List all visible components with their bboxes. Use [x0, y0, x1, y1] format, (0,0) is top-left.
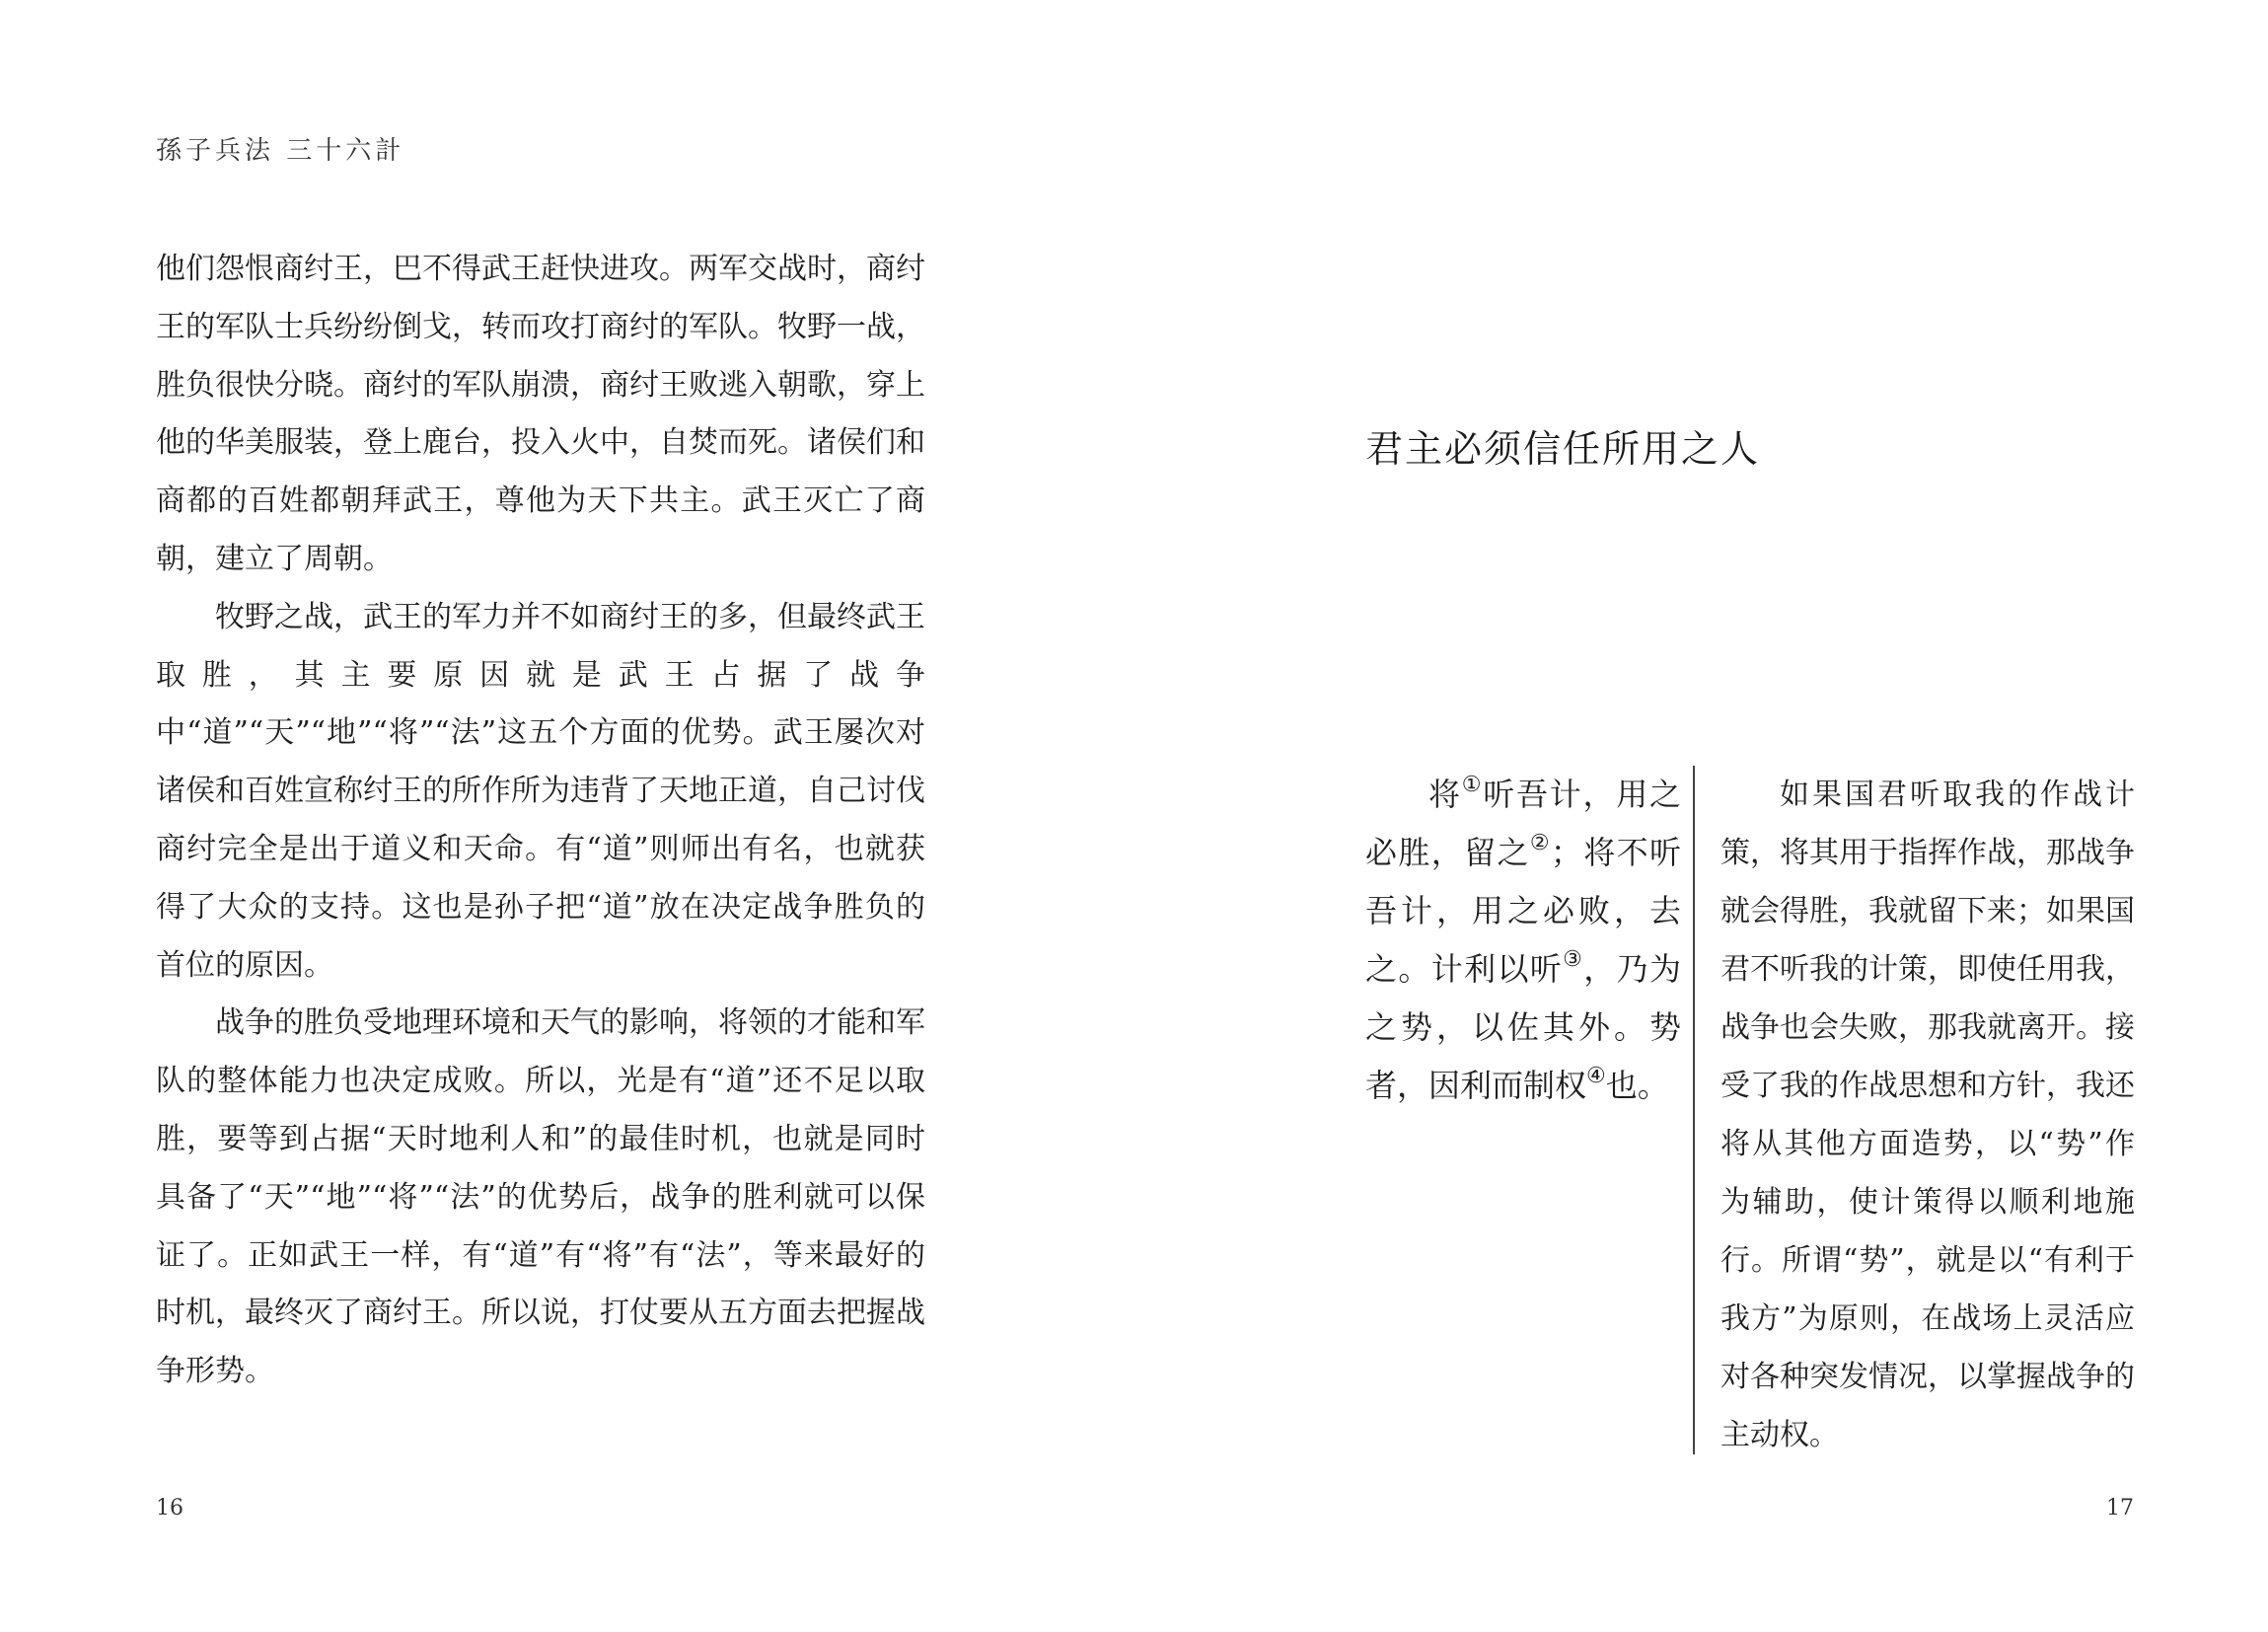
footnote-marker: ③	[1563, 947, 1584, 972]
paragraph: 他们怨恨商纣王，巴不得武王赶快进攻。两军交战时，商纣王的军队士兵纷纷倒戈，转而攻打商纣的军队。牧野一战，胜负很快分晓。商纣的军队崩溃，商纣王败逃入朝歌，穿上他的华美服装，登上鹿台，投入火中，自焚而死。诸侯们和商都的百姓都朝拜武王，尊他为天下共主。武王灭亡了商朝，建立了周朝。	[156, 252, 925, 576]
page-number-left: 16	[156, 1496, 183, 1521]
translation-text: 如果国君听取我的作战计策，将其用于指挥作战，那战争就会得胜，我就留下来；如果国君不听我的计策，即使任用我，战争也会失败，那我就离开。接受了我的作战思想和方针，我还将从其他方面造势，以“势”作为辅助，使计策得以顺利地施行。所谓“势”，就是以“有利于我方”为原则，在战场上灵活应对各种突发情况，以掌握战争的主动权。	[1720, 778, 2135, 1452]
book-title-header: 孫子兵法 三十六計	[156, 136, 405, 166]
page-number-right: 17	[2106, 1496, 2134, 1521]
footnote-marker: ④	[1586, 1064, 1606, 1088]
section-title: 君主必须信任所用之人	[1365, 427, 1761, 471]
classical-segment: 将	[1428, 776, 1462, 813]
footnote-marker: ①	[1461, 773, 1484, 797]
classical-segment: 也。	[1605, 1067, 1669, 1104]
classical-segment: ；将不听吾计，用之必败，去之。计利以听	[1365, 834, 1681, 988]
classical-segment: ，乃为之势，以佐其外。势者，因利而制权	[1365, 950, 1681, 1104]
classical-segment: 听吾计，用之必胜，留之	[1365, 776, 1681, 871]
footnote-marker: ②	[1529, 831, 1551, 855]
paragraph: 牧野之战，武王的军力并不如商纣王的多，但最终武王取胜，其主要原因就是武王占据了战争中“道”“天”“地”“将”“法”这五个方面的优势。武王屡次对诸侯和百姓宣称纣王的所作所为违背了天地正道，自己讨伐商纣完全是出于道义和天命。有“道”则师出有名，也就获得了大众的支持。这也是孙子把“道”放在决定战争胜负的首位的原因。	[156, 599, 925, 983]
left-page-body	[156, 241, 925, 1401]
paragraph: 战争的胜负受地理环境和天气的影响，将领的才能和军队的整体能力也决定成败。所以，光是有“道”还不足以取胜，要等到占据“天时地利人和”的最佳时机，也就是同时具备了“天”“地”“将”“法”的优势后，战争的胜利就可以保证了。正如武王一样，有“道”有“将”有“法”，等来最好的时机，最终灭了商纣王。所以说，打仗要从五方面去把握战争形势。	[156, 1005, 925, 1389]
column-divider	[1693, 766, 1695, 1454]
classical-text	[1365, 766, 1681, 1115]
